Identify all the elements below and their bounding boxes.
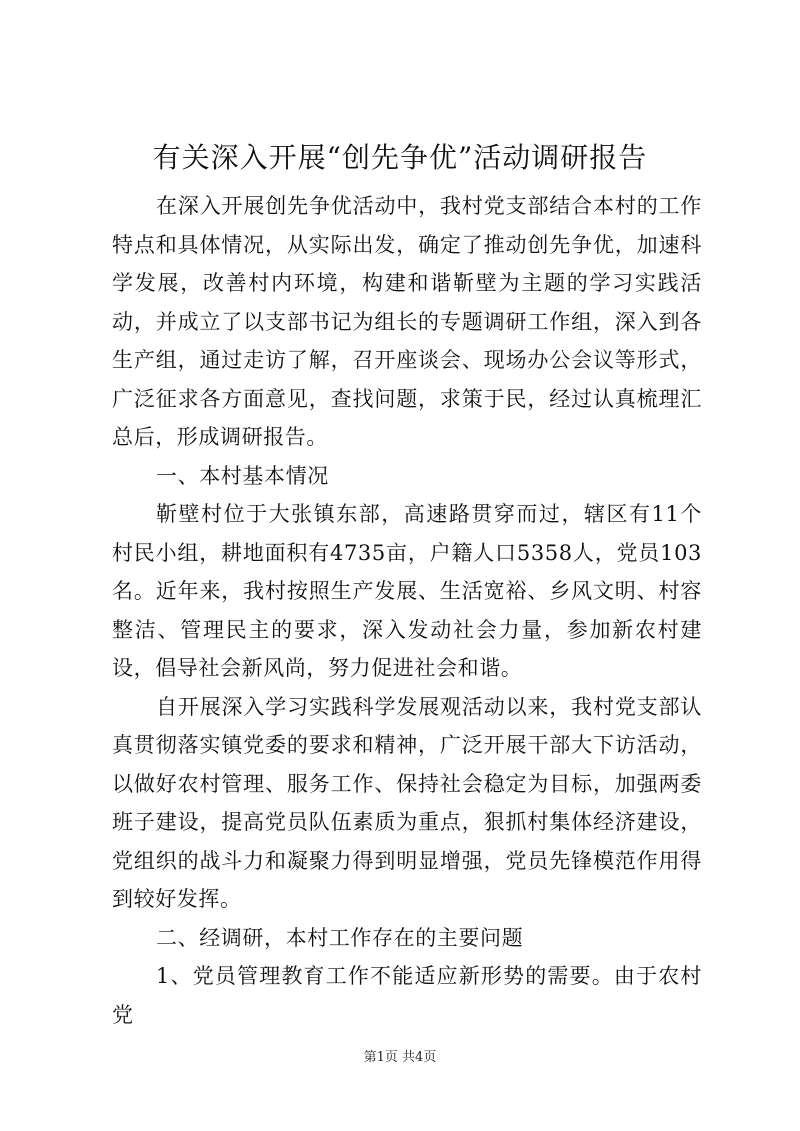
section-heading-main-problems: 二、经调研，本村工作存在的主要问题 [156, 925, 524, 950]
paragraph-village-overview: 靳壁村位于大张镇东部，高速路贯穿而过，辖区有11个村民小组，耕地面积有4735亩，户籍人口5358人，党员103名。近年来，我村按照生产发展、生活宽裕、乡风文明、村容整洁、管理民主的要求，深入发动社会力量，参加新农村建设，倡导社会新风尚，努力促进社会和谐。 [112, 502, 702, 680]
page-number-footer: 第1页 共4页 [363, 1050, 437, 1065]
paragraph-intro: 在深入开展创先争优活动中，我村党支部结合本村的工作特点和具体情况，从实际出发，确定了推动创先争优，加速科学发展，改善村内环境，构建和谐靳壁为主题的学习实践活动，并成立了以支部书记为组长的专题调研工作组，深入到各生产组，通过走访了解，召开座谈会、现场办公会议等形式，广泛征求各方面意见，查找问题，求策于民，经过认真梳理汇总后，形成调研报告。 [112, 194, 702, 449]
document-body [112, 187, 702, 1034]
paragraph-party-work: 自开展深入学习实践科学发展观活动以来，我村党支部认真贯彻落实镇党委的要求和精神，广泛开展干部大下访活动，以做好农村管理、服务工作、保持社会稳定为目标，加强两委班子建设，提高党员队伍素质为重点，狠抓村集体经济建设，党组织的战斗力和凝聚力得到明显增强，党员先锋模范作用得到较好发挥。 [112, 694, 702, 911]
paragraph-problem-1: 1、党员管理教育工作不能适应新形势的需要。由于农村党 [112, 964, 702, 1027]
section-heading-basic-situation: 一、本村基本情况 [156, 463, 329, 488]
document-title: 有关深入开展“创先争优”活动调研报告 [152, 141, 648, 174]
